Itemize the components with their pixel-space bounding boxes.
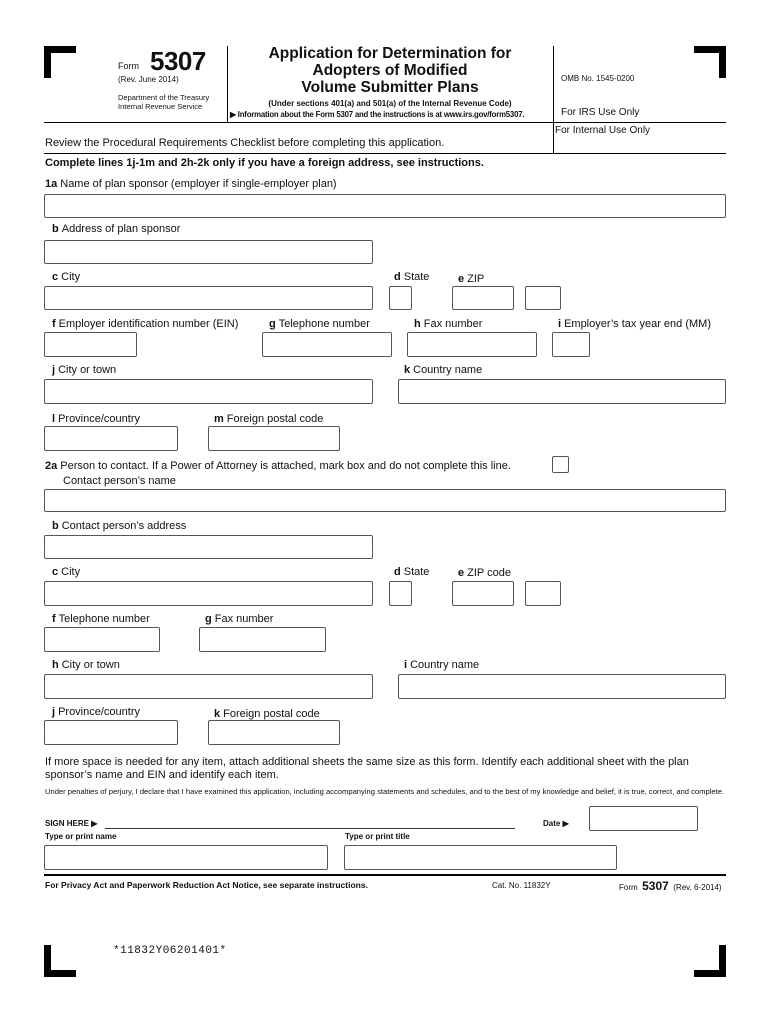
catalog-number: Cat. No. 11832Y <box>492 881 551 890</box>
ein-input[interactable] <box>44 332 137 357</box>
contact-address-input[interactable] <box>44 535 373 559</box>
date-input[interactable] <box>589 806 698 831</box>
info-link: ▶ Information about the Form 5307 and the instructions is at www.irs.gov/form5307. <box>230 110 525 119</box>
contact-city-input[interactable] <box>44 581 373 606</box>
sponsor-city-input[interactable] <box>44 286 373 310</box>
label-2g: g Fax number <box>205 613 274 625</box>
barcode-text: *11832Y06201401* <box>113 945 227 957</box>
print-title-label: Type or print title <box>345 832 410 841</box>
contact-telephone-input[interactable] <box>44 627 160 652</box>
form-title: Application for Determination for Adopters of Modified Volume Submitter Plans <box>268 45 512 96</box>
print-name-input[interactable] <box>44 845 328 870</box>
label-2a: 2a Person to contact. If a Power of Attorney is attached, mark box and do not complete this line. <box>45 460 511 472</box>
sponsor-country-input[interactable] <box>398 379 726 404</box>
form-word: Form <box>118 61 139 71</box>
label-1j: j City or town <box>52 364 117 376</box>
contact-state-input[interactable] <box>389 581 412 606</box>
contact-fax-input[interactable] <box>199 627 326 652</box>
label-1c: c City <box>52 271 81 283</box>
label-contact-name: Contact person’s name <box>63 475 176 487</box>
contact-zip-ext-input[interactable] <box>525 581 561 606</box>
label-1g: g Telephone number <box>269 318 370 330</box>
contact-postal-code-input[interactable] <box>208 720 340 745</box>
sponsor-zip-input[interactable] <box>452 286 514 310</box>
sponsor-foreign-city-input[interactable] <box>44 379 373 404</box>
contact-zip-input[interactable] <box>452 581 514 606</box>
label-2h: h City or town <box>52 659 120 671</box>
code-sections: (Under sections 401(a) and 501(a) of the Internal Revenue Code) <box>268 99 512 108</box>
omb-number: OMB No. 1545-0200 <box>561 74 635 83</box>
sponsor-zip-ext-input[interactable] <box>525 286 561 310</box>
tax-year-end-input[interactable] <box>552 332 590 357</box>
print-title-input[interactable] <box>344 845 617 870</box>
privacy-notice: For Privacy Act and Paperwork Reduction Act Notice, see separate instructions. <box>45 880 368 890</box>
department-name: Department of the Treasury Internal Revenue Service <box>118 93 210 111</box>
label-1a: 1a Name of plan sponsor (employer if single-employer plan) <box>45 178 337 190</box>
form-number: 5307 <box>150 46 206 76</box>
sponsor-postal-code-input[interactable] <box>208 426 340 451</box>
irs-use-only: For IRS Use Only <box>561 107 640 118</box>
plan-sponsor-name-input[interactable] <box>44 194 726 218</box>
signature-line[interactable] <box>105 828 515 829</box>
label-1h: h Fax number <box>414 318 483 330</box>
label-2b: b Contact person’s address <box>52 520 187 532</box>
contact-name-input[interactable] <box>44 489 726 512</box>
power-of-attorney-checkbox[interactable] <box>552 456 569 473</box>
corner-mark-top-right <box>694 46 726 78</box>
plan-sponsor-address-input[interactable] <box>44 240 373 264</box>
label-2d: d State <box>394 566 430 578</box>
label-1m: m Foreign postal code <box>214 413 324 425</box>
corner-mark-top-left <box>44 46 76 78</box>
corner-mark-bottom-left <box>44 945 76 977</box>
label-1i: i Employer’s tax year end (MM) <box>558 318 711 330</box>
internal-use-only: For Internal Use Only <box>555 125 651 136</box>
perjury-statement: Under penalties of perjury, I declare that I have examined this application, including accompanying statements and schedules, and to the best of my knowledge and belief, it is true, correct, and complete. <box>45 787 725 796</box>
date-label: Date ▶ <box>543 819 569 828</box>
label-1f: f Employer identification number (EIN) <box>52 318 239 330</box>
label-2f: f Telephone number <box>52 613 150 625</box>
sponsor-province-input[interactable] <box>44 426 178 451</box>
print-name-label: Type or print name <box>45 832 117 841</box>
review-instruction: Review the Procedural Requirements Checklist before completing this application. <box>45 137 445 149</box>
contact-province-input[interactable] <box>44 720 178 745</box>
label-2k: k Foreign postal code <box>214 708 320 720</box>
contact-country-input[interactable] <box>398 674 726 699</box>
foreign-address-instruction: Complete lines 1j-1m and 2h-2k only if you have a foreign address, see instructions. <box>45 157 484 169</box>
label-1e: e ZIP <box>458 273 485 285</box>
revision-date: (Rev. June 2014) <box>118 75 179 84</box>
label-2i: i Country name <box>404 659 480 671</box>
sponsor-state-input[interactable] <box>389 286 412 310</box>
label-1k: k Country name <box>404 364 483 376</box>
sponsor-fax-input[interactable] <box>407 332 537 357</box>
more-space-note: If more space is needed for any item, attach additional sheets the same size as this form. Identify each additional sheet with the plan sponsor’s name and EIN and identify each item. <box>45 756 689 781</box>
sponsor-telephone-input[interactable] <box>262 332 392 357</box>
contact-foreign-city-input[interactable] <box>44 674 373 699</box>
label-1b: b Address of plan sponsor <box>52 223 181 235</box>
label-2j: j Province/country <box>52 706 140 718</box>
label-2e: e ZIP code <box>458 567 511 579</box>
label-1l: l Province/country <box>52 413 140 425</box>
label-1d: d State <box>394 271 430 283</box>
label-2c: c City <box>52 566 81 578</box>
footer-form-id: Form 5307 (Rev. 6-2014) <box>619 879 722 893</box>
sign-here-label: SIGN HERE ▶ <box>45 819 98 828</box>
corner-mark-bottom-right <box>694 945 726 977</box>
